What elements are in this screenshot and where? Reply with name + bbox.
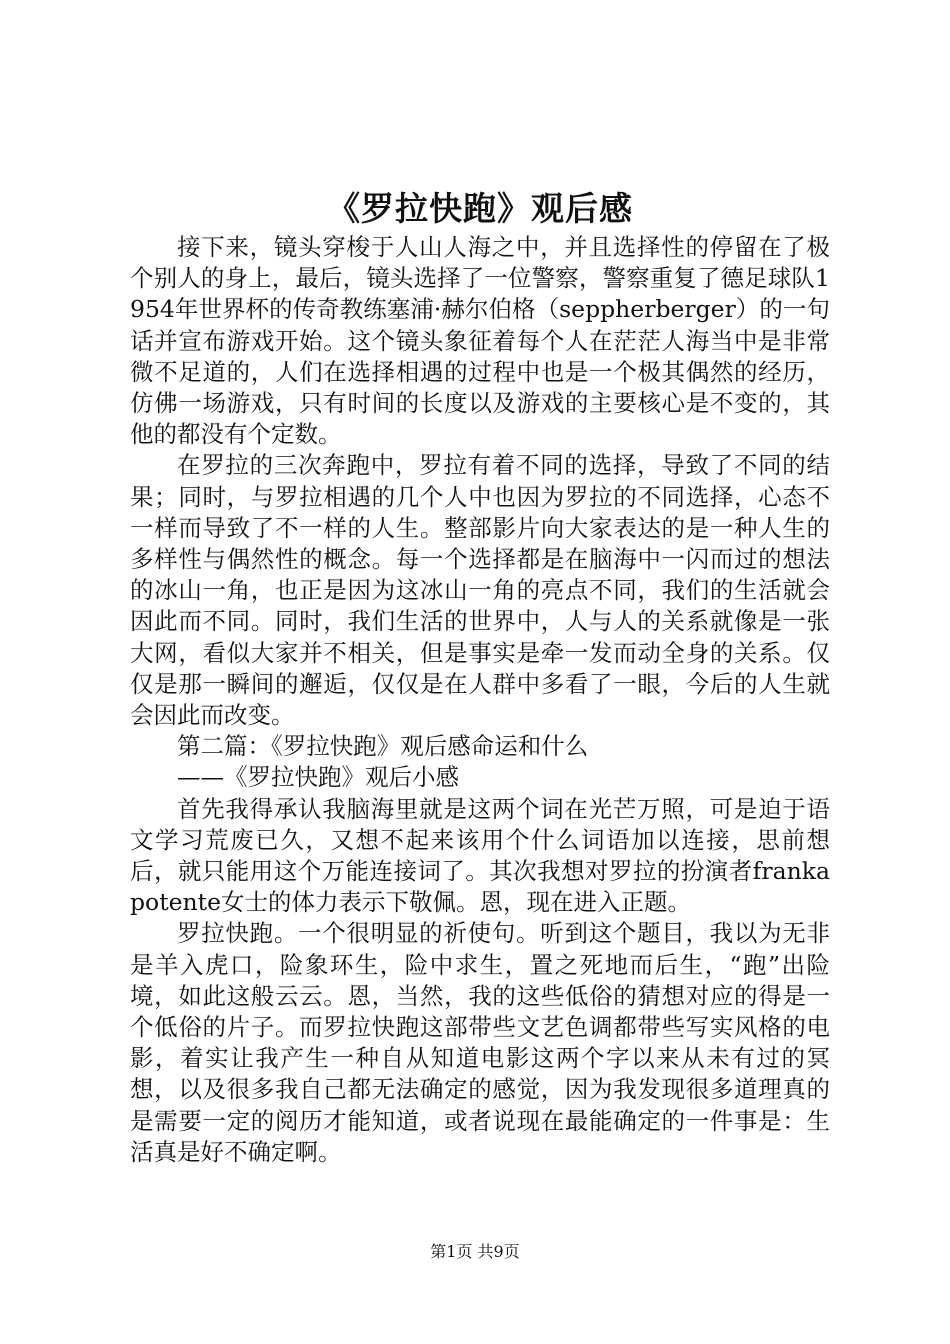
- paragraph-2: 在罗拉的三次奔跑中，罗拉有着不同的选择，导致了不同的结果；同时，与罗拉相遇的几个人中也因为罗拉的不同选择，心态不一样而导致了不一样的人生。整部影片向大家表达的是一种人生的多样性与偶然性的概念。每一个选择都是在脑海中一闪而过的想法的冰山一角，也正是因为这冰山一角的亮点不同，我们的生活就会因此而不同。同时，我们生活的世界中，人与人的关系就像是一张大网，看似大家并不相关，但是事实是牵一发而动全身的关系。仅仅是那一瞬间的邂逅，仅仅是在人群中多看了一眼，今后的人生就会因此而改变。: [130, 451, 830, 730]
- document-title: 《罗拉快跑》观后感: [327, 189, 633, 228]
- page-number-footer: 第1页 共9页: [430, 1242, 520, 1261]
- section-subheading: ——《罗拉快跑》观后小感: [177, 763, 459, 792]
- paragraph-4: 罗拉快跑。一个很明显的祈使句。听到这个题目，我以为无非是羊入虎口，险象环生，险中求生，置之死地而后生，“跑”出险境，如此这般云云。恩，当然，我的这些低俗的猜想对应的得是一个低俗的片子。而罗拉快跑这部带些文艺色调都带些写实风格的电影，着实让我产生一种自从知道电影这两个字以来从未有过的冥想，以及很多我自己都无法确定的感觉，因为我发现很多道理真的是需要一定的阅历才能知道，或者说现在最能确定的一件事是：生活真是好不确定啊。: [130, 919, 830, 1166]
- section-heading: 第二篇：《罗拉快跑》观后感命运和什么: [177, 732, 589, 761]
- paragraph-3: 首先我得承认我脑海里就是这两个词在光芒万照，可是迫于语文学习荒废已久，又想不起来该用个什么词语加以连接，思前想后，就只能用这个万能连接词了。其次我想对罗拉的扮演者frankapotente女士的体力表示下敬佩。恩，现在进入正题。: [130, 794, 830, 917]
- paragraph-1: 接下来，镜头穿梭于人山人海之中，并且选择性的停留在了极个别人的身上，最后，镜头选择了一位警察，警察重复了德足球队1954年世界杯的传奇教练塞浦·赫尔伯格（seppherberger）的一句话并宣布游戏开始。这个镜头象征着每个人在茫茫人海当中是非常微不足道的，人们在选择相遇的过程中也是一个极其偶然的经历，仿佛一场游戏，只有时间的长度以及游戏的主要核心是不变的，其他的都没有个定数。: [130, 233, 830, 449]
- document-body: [130, 232, 830, 1168]
